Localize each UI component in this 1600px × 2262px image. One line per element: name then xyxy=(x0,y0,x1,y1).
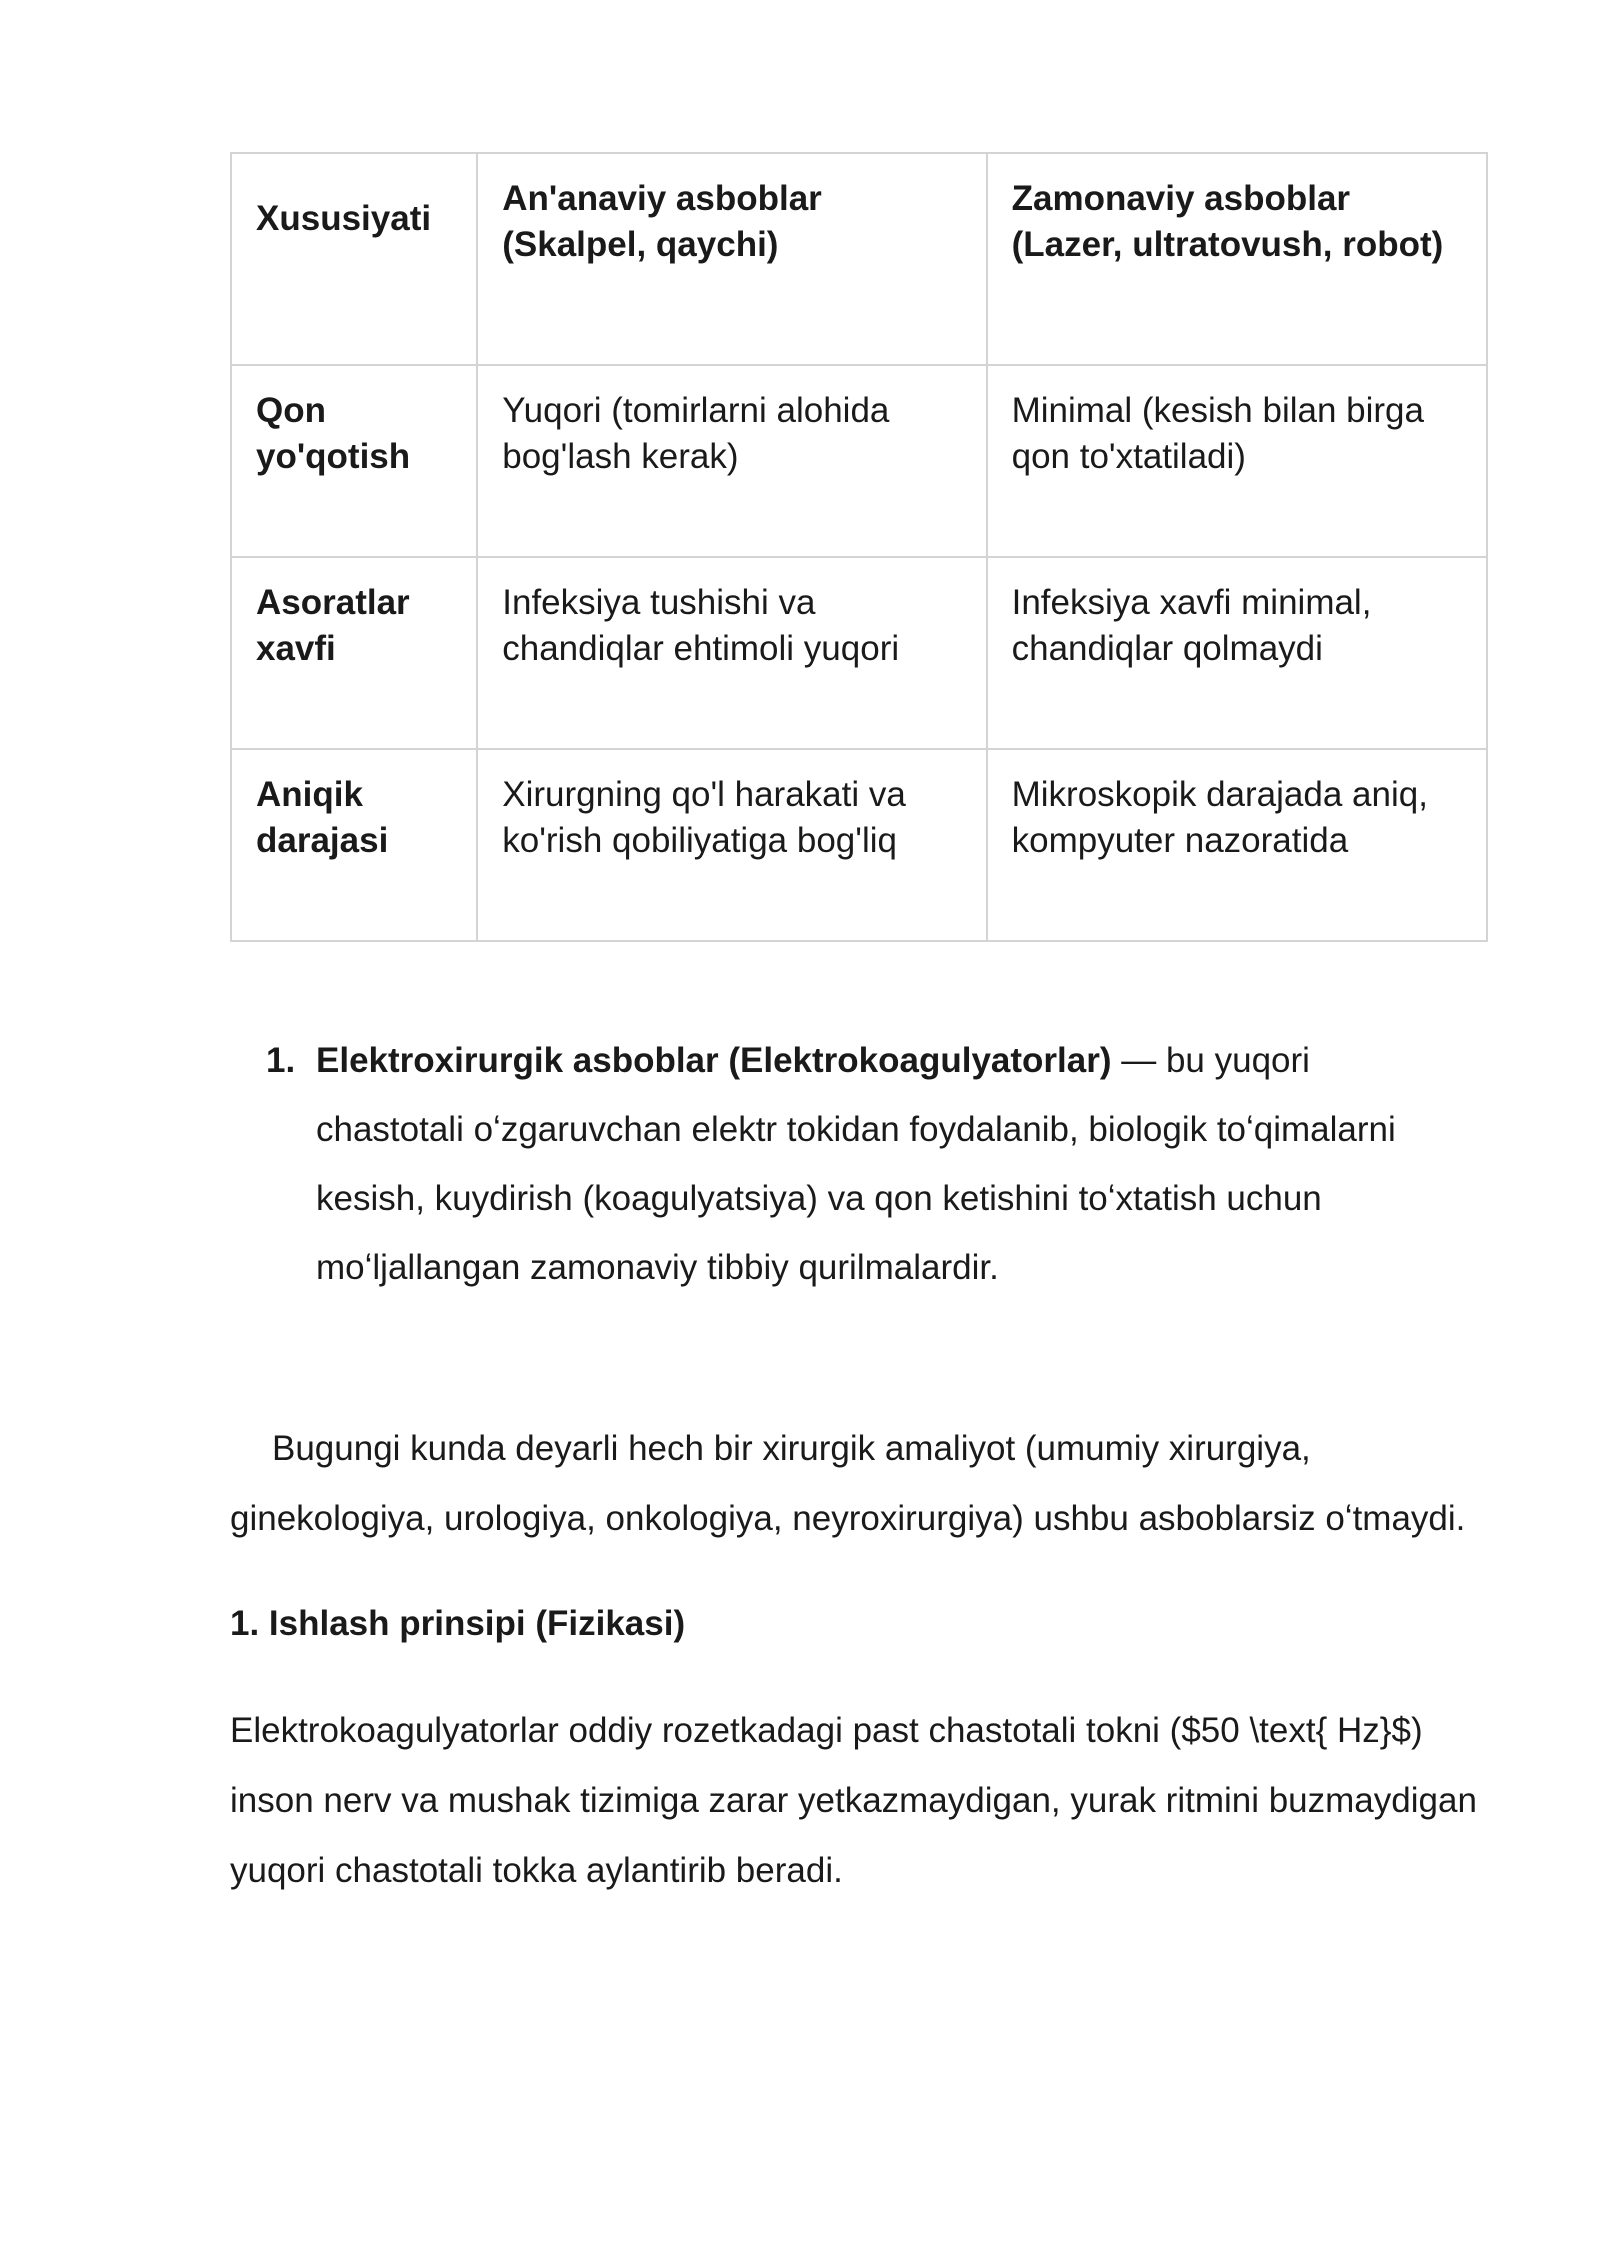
header-cell-modern: Zamonaviy asboblar (Lazer, ultratovush, robot) xyxy=(987,153,1487,365)
list-item-body xyxy=(316,1026,1466,1302)
table-header-row xyxy=(231,153,1487,365)
header-cell-feature: Xususiyati xyxy=(231,153,477,365)
paragraph-intro: Bugungi kunda deyarli hech bir xirurgik amaliyot (umumiy xirurgiya, ginekologiya, urologiya, onkologiya, neyroxirurgiya) ushbu asboblarsiz oʻtmaydi. xyxy=(230,1429,1466,1538)
list-item-term: Elektroxirurgik asboblar (Elektrokoagulyatorlar) xyxy=(316,1041,1112,1080)
table-row xyxy=(231,749,1487,941)
list-item-definition: — bu yuqori chastotali oʻzgaruvchan elektr tokidan foydalanib, biologik toʻqimalarni kesish, kuydirish (koagulyatsiya) va qon ketishini toʻxtatish uchun moʻljallangan zamonaviy tibbiy qurilmalardir. xyxy=(316,1041,1396,1287)
row-traditional-cell: Xirurgning qo'l harakati va ko'rish qobiliyatiga bog'liq xyxy=(477,749,986,941)
paragraph-principle: Elektrokoagulyatorlar oddiy rozetkadagi past chastotali tokni ($50 \text{ Hz}$) inson nerv va mushak tizimiga zarar yetkazmaydigan, yurak ritmini buzmaydigan yuqori chastotali tokka aylantirib beradi. xyxy=(230,1711,1477,1890)
table-row xyxy=(231,557,1487,749)
row-feature-cell: Asoratlar xavfi xyxy=(231,557,477,749)
list-number: 1. xyxy=(266,1041,296,1080)
table-row xyxy=(231,365,1487,557)
comparison-table xyxy=(230,152,1488,942)
header-cell-traditional: An'anaviy asboblar (Skalpel, qaychi) xyxy=(477,153,986,365)
row-modern-cell: Minimal (kesish bilan birga qon to'xtatiladi) xyxy=(987,365,1487,557)
numbered-list-item xyxy=(266,1026,1466,1302)
row-modern-cell: Infeksiya xavfi minimal, chandiqlar qolmaydi xyxy=(987,557,1487,749)
row-feature-cell: Aniqik darajasi xyxy=(231,749,477,941)
row-feature-cell: Qon yo'qotish xyxy=(231,365,477,557)
row-modern-cell: Mikroskopik darajada aniq, kompyuter nazoratida xyxy=(987,749,1487,941)
row-traditional-cell: Infeksiya tushishi va chandiqlar ehtimoli yuqori xyxy=(477,557,986,749)
row-traditional-cell: Yuqori (tomirlarni alohida bog'lash kerak) xyxy=(477,365,986,557)
section-heading: 1. Ishlash prinsipi (Fizikasi) xyxy=(230,1604,686,1643)
